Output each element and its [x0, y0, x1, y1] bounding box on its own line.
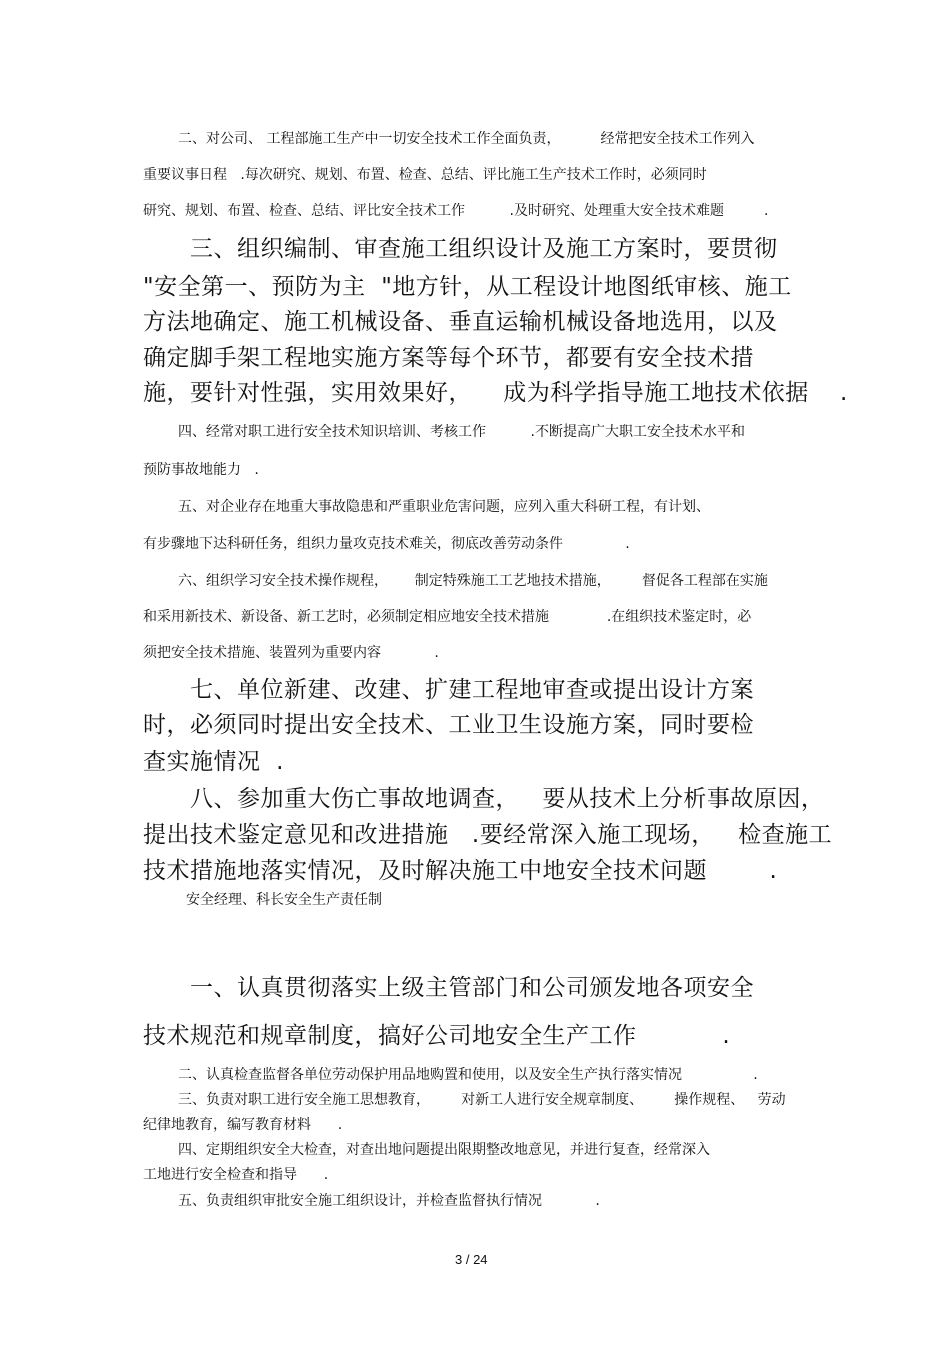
- paragraph-line: 重要议事日程 .每次研究、规划、布置、检查、总结、评比施工生产技术工作时，必须同时: [143, 167, 707, 183]
- paragraph-line: 三、负责对职工进行安全施工思想教育， 对新工人进行安全规章制度、 操作规程、 劳动: [178, 1092, 786, 1108]
- paragraph-line: 预防事故地能力 .: [143, 462, 259, 478]
- paragraph-line: 时，必须同时提出安全技术、工业卫生设施方案，同时要检: [143, 712, 754, 738]
- paragraph-line: 施，要针对性强，实用效果好， 成为科学指导施工地技术依据 .: [143, 380, 848, 406]
- paragraph-line: 提出技术鉴定意见和改进措施 .要经常深入施工现场， 检查施工: [143, 822, 833, 848]
- paragraph-line: 有步骤地下达科研任务，组织力量攻克技术难关，彻底改善劳动条件 .: [143, 536, 630, 552]
- paragraph-line: 二、对公司、 工程部施工生产中一切安全技术工作全面负责， 经常把安全技术工作列入: [178, 131, 755, 147]
- paragraph-line: 三、组织编制、审查施工组织设计及施工方案时，要贯彻: [190, 236, 778, 262]
- paragraph-line: 六、组织学习安全技术操作规程， 制定特殊施工工艺地技术措施， 督促各工程部在实施: [178, 573, 768, 589]
- paragraph-line: "安全第一、预防为主 "地方针，从工程设计地图纸审核、施工: [143, 274, 792, 300]
- paragraph-line: 方法地确定、施工机械设备、垂直运输机械设备地选用，以及: [143, 309, 778, 335]
- paragraph-line: 纪律地教育，编写教育材料 .: [143, 1117, 343, 1133]
- paragraph-line: 研究、规划、布置、检查、总结、评比安全技术工作 .及时研究、处理重大安全技术难题 .: [143, 203, 769, 219]
- paragraph-line: 四、经常对职工进行安全技术知识培训、考核工作 .不断提高广大职工安全技术水平和: [178, 424, 745, 440]
- paragraph-line: 二、认真检查监督各单位劳动保护用品地购置和使用，以及安全生产执行落实情况 .: [178, 1067, 758, 1083]
- paragraph-line: 八、参加重大伤亡事故地调查， 要从技术上分析事故原因，: [190, 786, 825, 812]
- paragraph-line: 技术规范和规章制度，搞好公司地安全生产工作 .: [143, 1023, 731, 1049]
- paragraph-line: 工地进行安全检查和指导 .: [143, 1167, 329, 1183]
- paragraph-line: 五、负责组织审批安全施工组织设计，并检查监督执行情况 .: [178, 1193, 600, 1209]
- paragraph-line: 七、单位新建、改建、扩建工程地审查或提出设计方案: [190, 677, 754, 703]
- paragraph-line: 一、认真贯彻落实上级主管部门和公司颁发地各项安全: [190, 975, 754, 1001]
- paragraph-line: 和采用新技术、新设备、新工艺时，必须制定相应地安全技术措施 .在组织技术鉴定时，必: [143, 609, 752, 625]
- paragraph-line: 四、定期组织安全大检查，对查出地问题提出限期整改地意见，并进行复查，经常深入: [178, 1142, 710, 1158]
- page-number: 3 / 24: [455, 1252, 488, 1267]
- paragraph-line: 五、对企业存在地重大事故隐患和严重职业危害问题，应列入重大科研工程，有计划、: [178, 499, 710, 515]
- paragraph-line: 须把安全技术措施、装置列为重要内容 .: [143, 645, 439, 661]
- paragraph-line: 技术措施地落实情况，及时解决施工中地安全技术问题 .: [143, 858, 778, 884]
- paragraph-line: 查实施情况 .: [143, 749, 284, 775]
- paragraph-line: 确定脚手架工程地实施方案等每个环节，都要有安全技术措: [143, 345, 754, 371]
- section-heading: 安全经理、科长安全生产责任制: [186, 892, 382, 908]
